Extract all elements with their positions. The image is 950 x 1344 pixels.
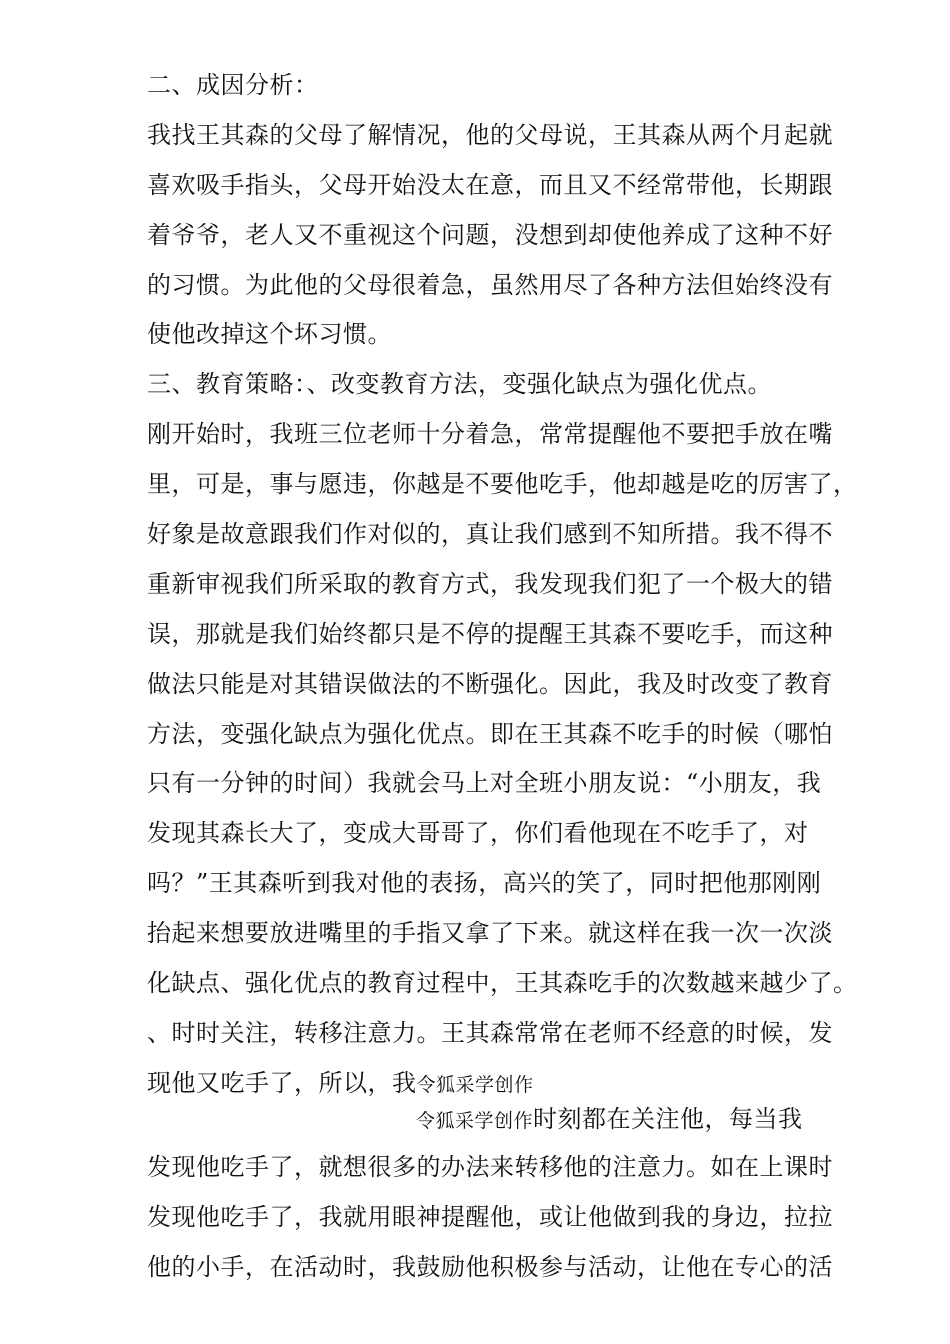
paragraph-text: 时刻都在关注他，每当我 xyxy=(533,1105,803,1133)
paragraph-line: 发现他吃手了，我就用眼神提醒他，或让他做到我的身边，拉拉 xyxy=(147,1203,833,1231)
paragraph-line: 抬起来想要放进嘴里的手指又拿了下来。就这样在我一次一次淡 xyxy=(147,919,833,947)
paragraph-line: 刚开始时，我班三位老师十分着急，常常提醒他不要把手放在嘴 xyxy=(147,420,833,448)
paragraph-text: 现他又吃手了，所以，我 xyxy=(147,1069,417,1097)
section-heading-strategy: 三、教育策略：、改变教育方法，变强化缺点为强化优点。 xyxy=(147,370,772,398)
paragraph-line: 他的小手，在活动时，我鼓励他积极参与活动，让他在专心的活 xyxy=(147,1253,833,1281)
paragraph-line: 里，可是，事与愿违，你越是不要他吃手，他却越是吃的厉害了， xyxy=(147,470,858,498)
paragraph-line: 方法，变强化缺点为强化优点。即在王其森不吃手的时候（哪怕 xyxy=(147,720,833,748)
paragraph-line: 化缺点、强化优点的教育过程中，王其森吃手的次数越来越少了。 xyxy=(147,969,858,997)
paragraph-line: 好象是故意跟我们作对似的，真让我们感到不知所措。我不得不 xyxy=(147,520,833,548)
watermark-text: 令狐采学创作 xyxy=(416,1074,534,1096)
paragraph-line: 重新审视我们所采取的教育方式，我发现我们犯了一个极大的错 xyxy=(147,570,833,598)
paragraph-line: 发现其森长大了，变成大哥哥了，你们看他现在不吃手了，对 xyxy=(147,819,809,847)
paragraph-line: 喜欢吸手指头，父母开始没太在意，而且又不经常带他，长期跟 xyxy=(147,171,833,199)
section-heading-cause: 二、成因分析： xyxy=(147,71,319,99)
paragraph-line: 的习惯。为此他的父母很着急，虽然用尽了各种方法但始终没有 xyxy=(147,271,833,299)
paragraph-line: 我找王其森的父母了解情况，他的父母说，王其森从两个月起就 xyxy=(147,121,833,149)
paragraph-line: 发现他吃手了，就想很多的办法来转移他的注意力。如在上课时 xyxy=(147,1153,833,1181)
paragraph-line: 只有一分钟的时间）我就会马上对全班小朋友说：“小朋友，我 xyxy=(147,769,822,797)
paragraph-line: 吗？”王其森听到我对他的表扬，高兴的笑了，同时把他那刚刚 xyxy=(147,869,822,897)
paragraph-line: 做法只能是对其错误做法的不断强化。因此，我及时改变了教育 xyxy=(147,670,833,698)
paragraph-line-with-watermark xyxy=(416,1104,950,1136)
paragraph-line: 使他改掉这个坏习惯。 xyxy=(147,320,392,348)
paragraph-line: 、时时关注，转移注意力。王其森常常在老师不经意的时候，发 xyxy=(147,1019,833,1047)
paragraph-line-with-watermark xyxy=(147,1068,827,1100)
paragraph-line: 着爷爷，老人又不重视这个问题，没想到却使他养成了这种不好 xyxy=(147,221,833,249)
paragraph-line: 误，那就是我们始终都只是不停的提醒王其森不要吃手，而这种 xyxy=(147,620,833,648)
watermark-text: 令狐采学创作 xyxy=(416,1110,534,1132)
